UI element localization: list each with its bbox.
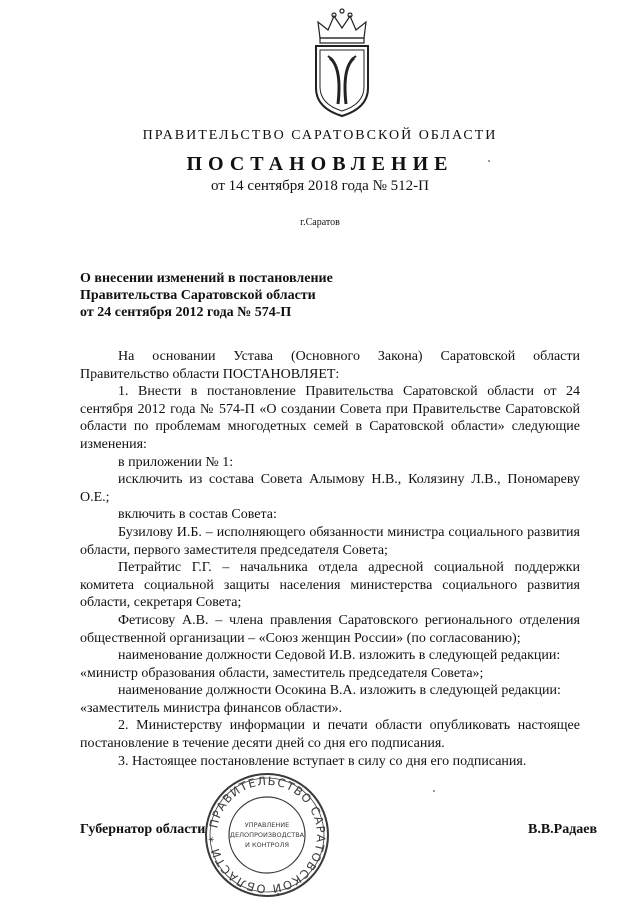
signature-name: В.В.Радаев bbox=[528, 822, 598, 837]
document-title: ПОСТАНОВЛЕНИЕ bbox=[186, 153, 454, 175]
paragraph: Бузилову И.Б. – исполняющего обязанности министра социального развития области, первого заместителя председателя Совета; bbox=[80, 524, 580, 558]
paragraph: «министр образования области, заместитель председателя Совета»; bbox=[80, 665, 484, 681]
document-subject bbox=[80, 270, 460, 321]
paragraph: 3. Настоящее постановление вступает в силу со дня его подписания. bbox=[118, 753, 527, 769]
paragraph: Петрайтис Г.Г. – начальника отдела адресной социальной поддержки комитета социальной защиты населения министерства социального развития области, секретаря Совета; bbox=[80, 560, 580, 611]
paragraph: Фетисову А.В. – члена правления Саратовского регионального отделения общественной организации – «Союз женщин России» (по согласованию); bbox=[80, 612, 580, 646]
paragraph: наименование должности Осокина В.А. изложить в следующей редакции: bbox=[118, 683, 561, 699]
subject-line: от 24 сентября 2012 года № 574-П bbox=[80, 305, 292, 320]
stamp-outer-text: ПРАВИТЕЛЬСТВО САРАТОВСКОЙ ОБЛАСТИ * bbox=[205, 773, 329, 897]
subject-line: Правительства Саратовской области bbox=[80, 288, 316, 303]
stamp-inner-line: ДЕЛОПРОИЗВОДСТВА bbox=[229, 831, 305, 839]
saratov-coat-of-arms-icon bbox=[308, 8, 376, 120]
paragraph: 2. Министерству информации и печати области опубликовать настоящее постановление в течение десяти дней со дня его подписания. bbox=[80, 718, 580, 752]
official-stamp bbox=[202, 770, 332, 900]
stamp-inner-line: УПРАВЛЕНИЕ bbox=[244, 821, 290, 829]
paragraph: включить в состав Совета: bbox=[118, 507, 277, 523]
signature-position: Губернатор области bbox=[80, 822, 206, 837]
scan-speck bbox=[433, 790, 435, 792]
scan-speck bbox=[488, 160, 490, 162]
document-date-number: от 14 сентября 2018 года № 512-П bbox=[211, 178, 429, 194]
paragraph: исключить из состава Совета Алымову Н.В., Колязину Л.В., Пономареву О.Е.; bbox=[80, 472, 580, 505]
government-name: ПРАВИТЕЛЬСТВО САРАТОВСКОЙ ОБЛАСТИ bbox=[142, 128, 498, 143]
paragraph: «заместитель министра финансов области». bbox=[80, 700, 343, 716]
paragraph: 1. Внести в постановление Правительства Саратовской области от 24 сентября 2012 года № 574-П «О создании Совета при Правительстве Саратовской области по проблемам многодетных семей в Саратовской области» следующие изменения: bbox=[80, 384, 580, 452]
paragraph: в приложении № 1: bbox=[118, 454, 234, 470]
document-city: г.Саратов bbox=[300, 217, 340, 228]
paragraph: На основании Устава (Основного Закона) Саратовской области Правительство области ПОСТАНОВЛЯЕТ: bbox=[80, 349, 580, 382]
stamp-inner-line: И КОНТРОЛЯ bbox=[245, 841, 289, 849]
subject-line: О внесении изменений в постановление bbox=[80, 271, 333, 286]
document-body bbox=[80, 348, 580, 770]
paragraph: наименование должности Седовой И.В. изложить в следующей редакции: bbox=[118, 648, 561, 664]
